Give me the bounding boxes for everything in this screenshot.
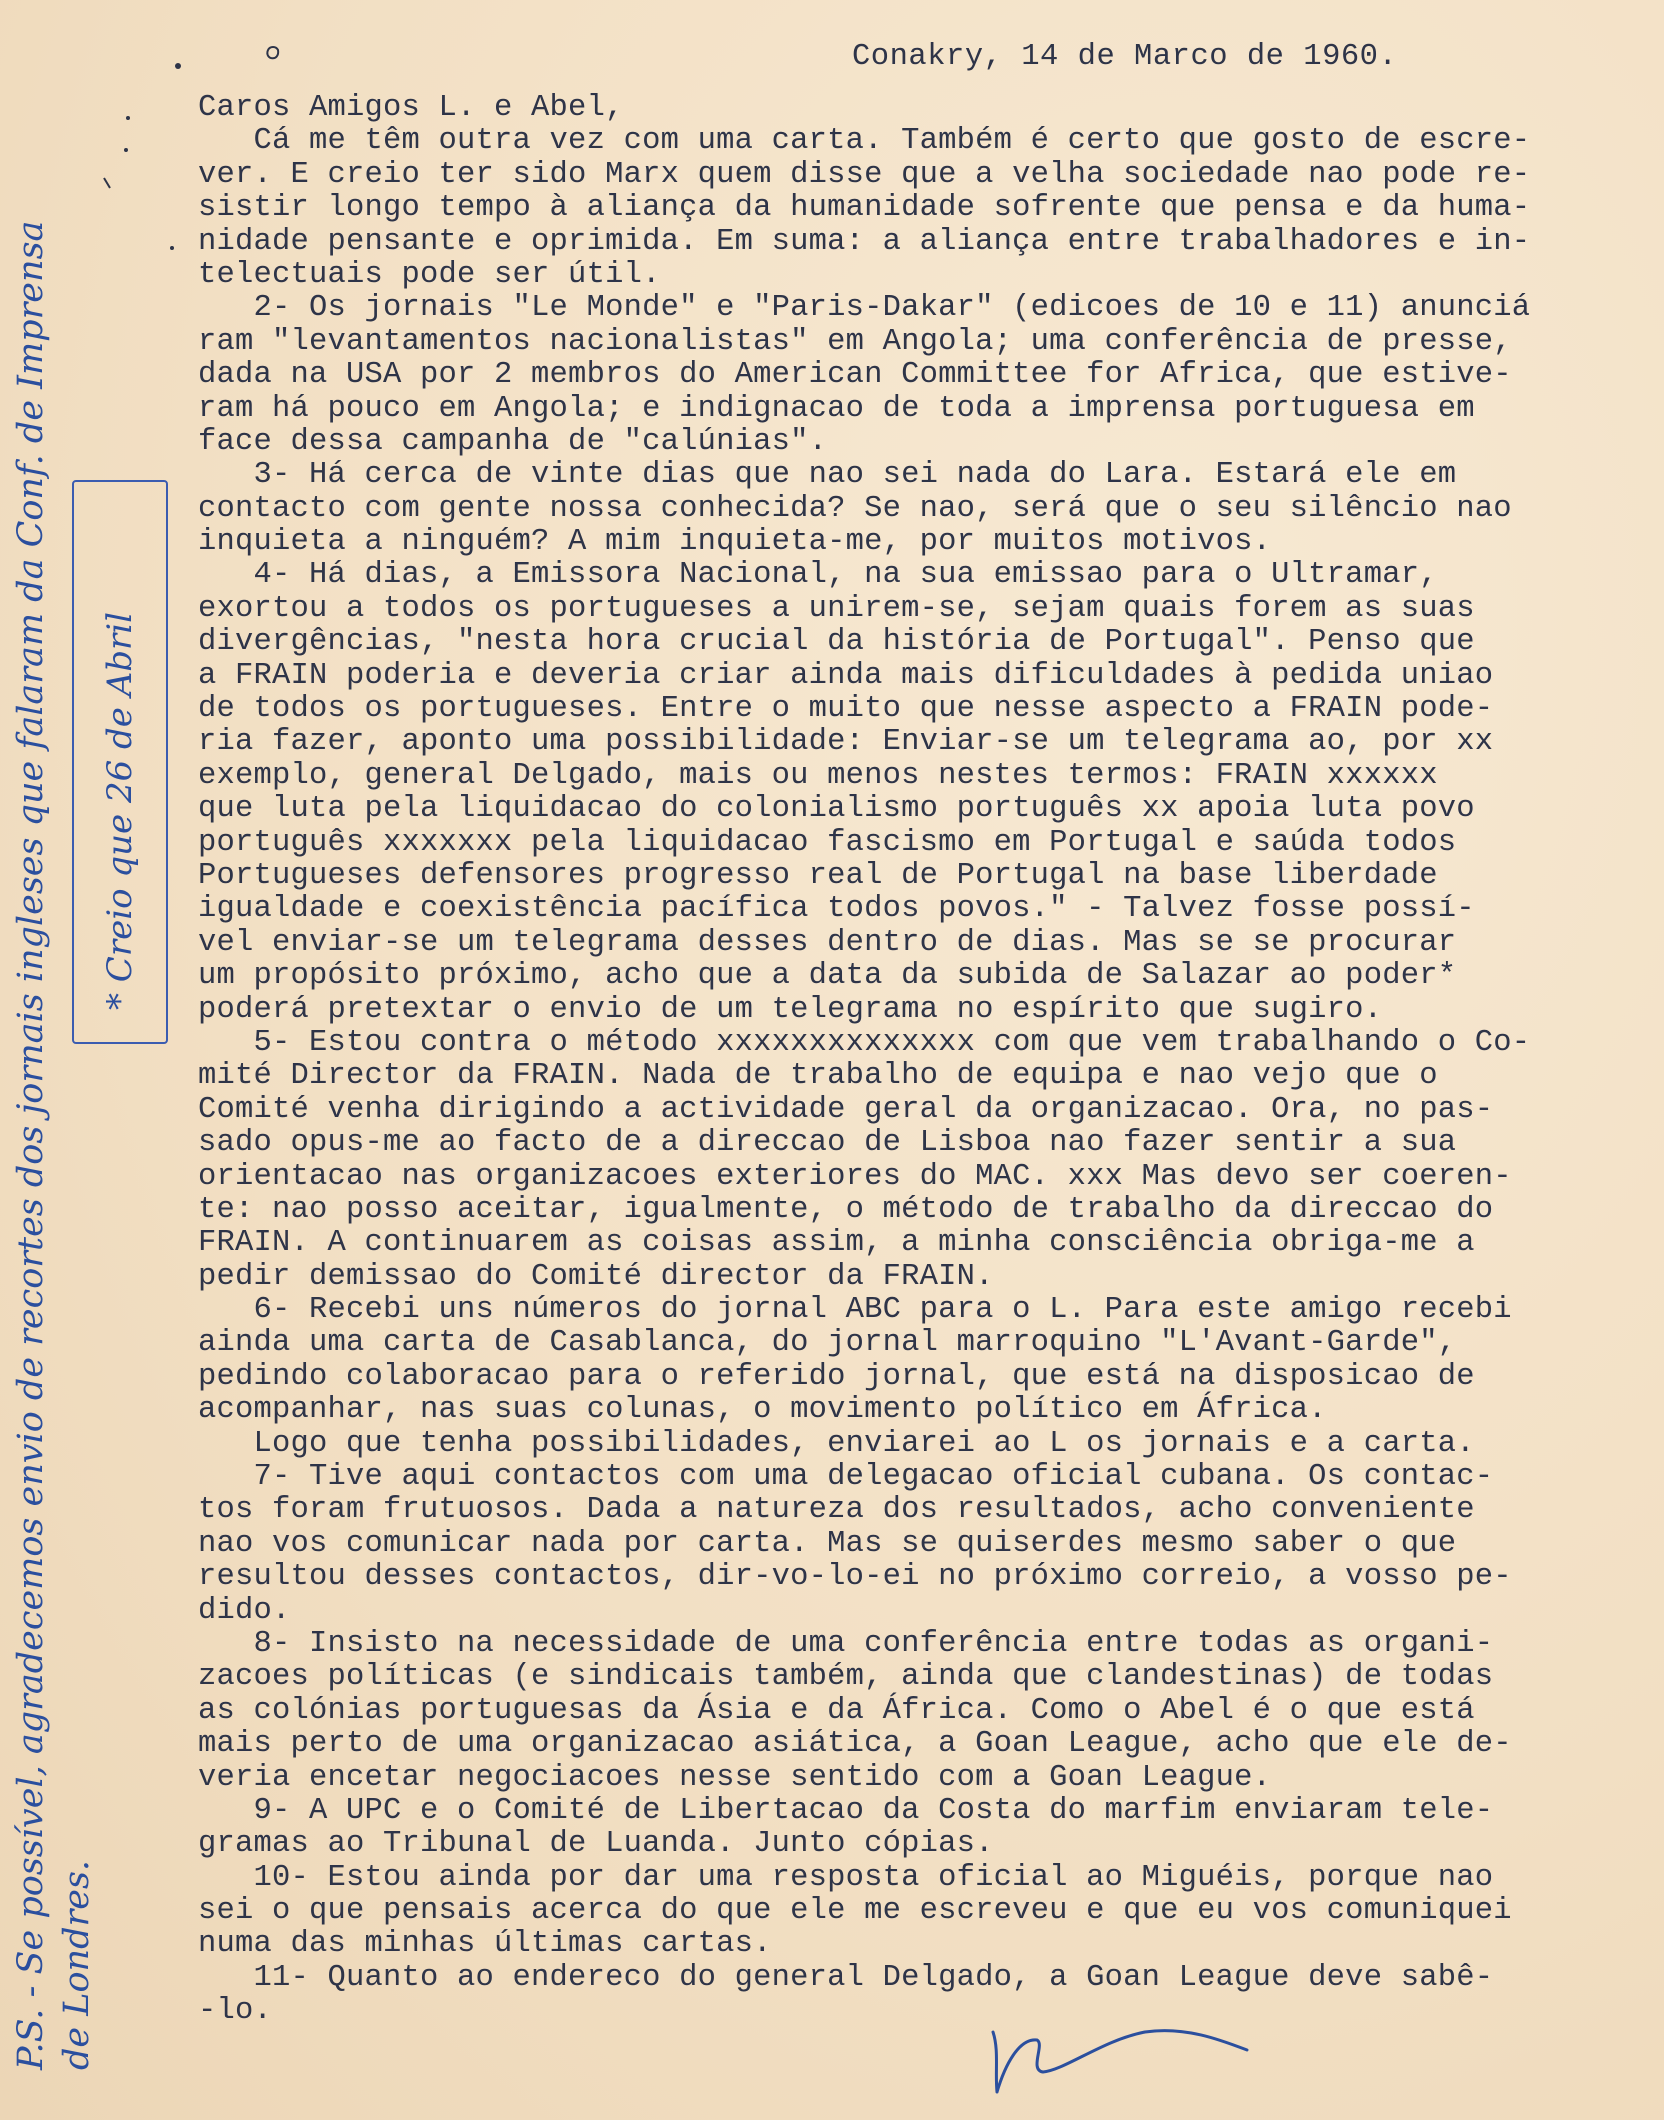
letter-date: Conakry, 14 de Marco de 1960.: [852, 40, 1398, 74]
letter-line: telectuais pode ser útil.: [198, 257, 661, 292]
letter-line: acompanhar, nas suas colunas, o movimento político em África.: [198, 1393, 1327, 1428]
letter-line: Logo que tenha possibilidades, enviarei ao L os jornais e a carta.: [198, 1426, 1475, 1461]
letter-line: orientacao nas organizacoes exteriores do MAC. xxx Mas devo ser coeren-: [198, 1159, 1512, 1194]
letter-line: que luta pela liquidacao do colonialismo português xx apoia luta povo: [198, 792, 1475, 827]
letter-line: pedindo colaboracao para o referido jornal, que está na disposicao de: [198, 1359, 1475, 1394]
letter-line: Caros Amigos L. e Abel,: [198, 91, 624, 125]
ink-mark-top: [262, 44, 286, 74]
letter-line: 7- Tive aqui contactos com uma delegacao oficial cubana. Os contac-: [198, 1460, 1494, 1495]
letter-line: pedir demissao do Comité director da FRAIN.: [198, 1259, 994, 1294]
letter-line: ria fazer, aponto uma possibilidade: Enviar-se um telegrama ao, por xx: [198, 725, 1494, 760]
letter-line: 4- Há dias, a Emissora Nacional, na sua emissao para o Ultramar,: [198, 558, 1438, 593]
letter-line: de todos os portugueses. Entre o muito que nesse aspecto a FRAIN pode-: [198, 692, 1494, 727]
letter-line: 6- Recebi uns números do jornal ABC para o L. Para este amigo recebi: [198, 1293, 1512, 1328]
letter-line: inquieta a ninguém? A mim inquieta-me, por muitos motivos.: [198, 525, 1272, 560]
letter-line: tos foram frutuosos. Dada a natureza dos resultados, acho conveniente: [198, 1493, 1475, 1528]
letter-line: ainda uma carta de Casablanca, do jornal marroquino "L'Avant-Garde",: [198, 1326, 1457, 1361]
ink-marks: [0, 0, 200, 260]
letter-line: a FRAIN poderia e deveria criar ainda mais dificuldades à pedida uniao: [198, 658, 1494, 693]
letter-line: igualdade e coexistência pacífica todos povos." - Talvez fosse possí-: [198, 892, 1475, 927]
handwritten-box-note: * Creio que 26 de Abril: [100, 611, 140, 1010]
letter-line: 2- Os jornais "Le Monde" e "Paris-Dakar" (edicoes de 10 e 11) anunciá: [198, 291, 1531, 326]
letter-line: FRAIN. A continuarem as coisas assim, a minha consciência obriga-me a: [198, 1226, 1475, 1261]
letter-line: dido.: [198, 1593, 291, 1628]
letter-line: mais perto de uma organizacao asiática, a Goan League, acho que ele de-: [198, 1727, 1512, 1762]
letter-line: 11- Quanto ao endereco do general Delgado, a Goan League deve sabê-: [198, 1960, 1494, 1995]
signature: [985, 2010, 1255, 2100]
letter-line: divergências, "nesta hora crucial da história de Portugal". Penso que: [198, 625, 1475, 660]
letter-line: dada na USA por 2 membros do American Committee for Africa, que estive-: [198, 358, 1512, 393]
letter-line: exortou a todos os portugueses a unirem-se, sejam quais forem as suas: [198, 591, 1475, 626]
letter-line: Cá me têm outra vez com uma carta. Também é certo que gosto de escre-: [198, 124, 1531, 159]
letter-line: -lo.: [198, 1994, 273, 2029]
letter-line: ram há pouco em Angola; e indignacao de toda a imprensa portuguesa em: [198, 391, 1475, 426]
letter-line: 9- A UPC e o Comité de Libertacao da Costa do marfim enviaram tele-: [198, 1793, 1494, 1828]
postscript-line-2: de Londres.: [57, 1859, 97, 2070]
letter-line: 10- Estou ainda por dar uma resposta oficial ao Miguéis, porque nao: [198, 1860, 1494, 1895]
letter-line: 5- Estou contra o método xxxxxxxxxxxxxx com que vem trabalhando o Co-: [198, 1025, 1531, 1060]
letter-line: português xxxxxxx pela liquidacao fascismo em Portugal e saúda todos: [198, 825, 1457, 860]
letter-line: 3- Há cerca de vinte dias que nao sei nada do Lara. Estará ele em: [198, 458, 1457, 493]
letter-line: contacto com gente nossa conhecida? Se nao, será que o seu silêncio nao: [198, 491, 1512, 526]
postscript-line-1: P.S. - Se possível, agradecemos envio de recortes dos jornais ingleses que falaram da Conf. de Imprensa: [11, 220, 51, 2070]
letter-line: numa das minhas últimas cartas.: [198, 1927, 772, 1962]
letter-line: sistir longo tempo à aliança da humanidade sofrente que pensa e da huma-: [198, 191, 1531, 226]
letter-line: Comité venha dirigindo a actividade geral da organizacao. Ora, no pas-: [198, 1092, 1494, 1127]
letter-line: gramas ao Tribunal de Luanda. Junto cópias.: [198, 1827, 994, 1862]
letter-line: as colónias portuguesas da Ásia e da África. Como o Abel é o que está: [198, 1693, 1475, 1728]
letter-line: Portugueses defensores progresso real de Portugal na base liberdade: [198, 858, 1438, 893]
letter-line: sei o que pensais acerca do que ele me escreveu e que eu vos comuniquei: [198, 1894, 1512, 1929]
letter-line: vel enviar-se um telegrama desses dentro de dias. Mas se se procurar: [198, 925, 1457, 960]
letter-line: resultou desses contactos, dir-vo-lo-ei no próximo correio, a vosso pe-: [198, 1560, 1512, 1595]
letter-line: nao vos comunicar nada por carta. Mas se quiserdes mesmo saber o que: [198, 1526, 1457, 1561]
letter-line: sado opus-me ao facto de a direccao de Lisboa nao fazer sentir a sua: [198, 1126, 1457, 1161]
letter-line: face dessa campanha de "calúnias".: [198, 424, 828, 459]
letter-line: ram "levantamentos nacionalistas" em Angola; uma conferência de presse,: [198, 324, 1512, 359]
letter-body: [198, 92, 1648, 2029]
letter-line: nidade pensante e oprimida. Em suma: a aliança entre trabalhadores e in-: [198, 224, 1531, 259]
letter-line: veria encetar negociacoes nesse sentido com a Goan League.: [198, 1760, 1272, 1795]
letter-line: exemplo, general Delgado, mais ou menos nestes termos: FRAIN xxxxxx: [198, 758, 1438, 793]
letter-line: mité Director da FRAIN. Nada de trabalho de equipa e nao vejo que o: [198, 1059, 1438, 1094]
letter-line: poderá pretextar o envio de um telegrama no espírito que sugiro.: [198, 992, 1383, 1027]
letter-line: um propósito próximo, acho que a data da subida de Salazar ao poder*: [198, 959, 1457, 994]
letter-line: 8- Insisto na necessidade de uma conferência entre todas as organi-: [198, 1626, 1494, 1661]
letter-line: zacoes políticas (e sindicais também, ainda que clandestinas) de todas: [198, 1660, 1494, 1695]
letter-line: te: nao posso aceitar, igualmente, o método de trabalho da direccao do: [198, 1192, 1494, 1227]
letter-line: ver. E creio ter sido Marx quem disse que a velha sociedade nao pode re-: [198, 157, 1531, 192]
